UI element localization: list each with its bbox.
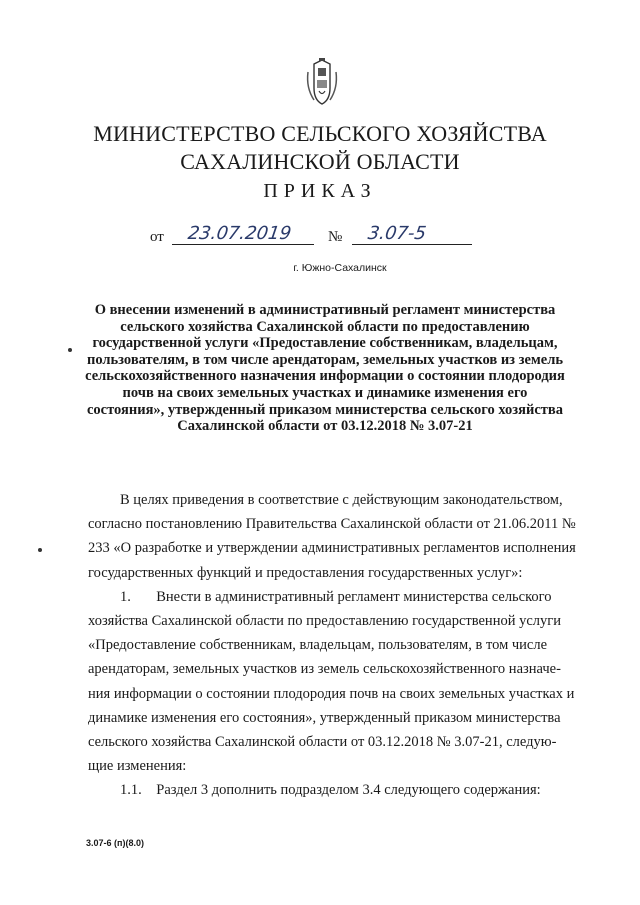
document-type: ПРИКАЗ	[263, 180, 377, 202]
subject-line: государственной услуги «Предоставление собственникам, владельцам,	[92, 335, 558, 352]
date-prefix: от	[150, 229, 164, 245]
scan-speck	[68, 348, 72, 352]
body-line: динамике изменения его состояния», утвержденный приказом министерства	[88, 709, 561, 726]
body-line: ния информации о состоянии плодородия почв на своих земельных участках и	[88, 685, 575, 702]
subject-line: Сахалинской области от 03.12.2018 № 3.07-21	[177, 418, 473, 435]
body-line: 1. Внести в административный регламент министерства сельского	[120, 588, 552, 605]
date-handwritten: 23.07.2019	[186, 223, 293, 244]
body-line: щие изменения:	[88, 758, 187, 775]
number-prefix: №	[328, 229, 343, 245]
body-line: 1.1. Раздел 3 дополнить подразделом 3.4 следующего содержания:	[120, 782, 541, 799]
subject-line: сельскохозяйственного назначения информации о состоянии плодородия	[85, 368, 565, 385]
subject-line: состояния», утвержденный приказом министерства сельского хозяйства	[87, 401, 563, 418]
subject-line: пользователям, в том числе арендаторам, земельных участков из земель	[86, 351, 564, 368]
number-handwritten: 3.07-5	[366, 223, 428, 244]
ministry-name	[60, 120, 580, 176]
body-line: «Предоставление собственникам, владельцам, пользователям, в том числе	[88, 637, 548, 654]
body-line: согласно постановлению Правительства Сахалинской области от 21.06.2011 №	[88, 516, 576, 533]
subject-line: О внесении изменений в административный регламент министерства	[94, 302, 556, 318]
coat-of-arms-emblem	[302, 58, 342, 108]
order-subject	[80, 302, 570, 435]
ministry-line-2: САХАЛИНСКОЙ ОБЛАСТИ	[180, 149, 460, 174]
document-code: 3.07-6 (п)(8.0)	[86, 838, 144, 848]
body-line: В целях приведения в соответствие с действующим законодательством,	[120, 492, 563, 508]
body-line: государственных функций и предоставления государственных услуг»:	[88, 564, 523, 581]
city-name: г. Южно-Сахалинск	[293, 262, 387, 274]
body-line: хозяйства Сахалинской области по предоставлению государственной услуги	[88, 612, 561, 629]
order-body	[88, 488, 588, 802]
date-number-row	[150, 222, 510, 248]
subject-line: сельского хозяйства Сахалинской области по предоставлению	[120, 318, 530, 335]
scan-speck	[38, 548, 42, 552]
body-line: сельского хозяйства Сахалинской области от 03.12.2018 № 3.07-21, следую-	[88, 733, 557, 750]
ministry-line-1: МИНИСТЕРСТВО СЕЛЬСКОГО ХОЗЯЙСТВА	[93, 121, 547, 146]
body-line: 233 «О разработке и утверждении административных регламентов исполнения	[88, 540, 576, 557]
body-line: арендаторам, земельных участков из земель сельскохозяйственного назначе-	[88, 661, 561, 678]
subject-line: почв на своих земельных участках и динамике изменения его	[122, 384, 528, 401]
